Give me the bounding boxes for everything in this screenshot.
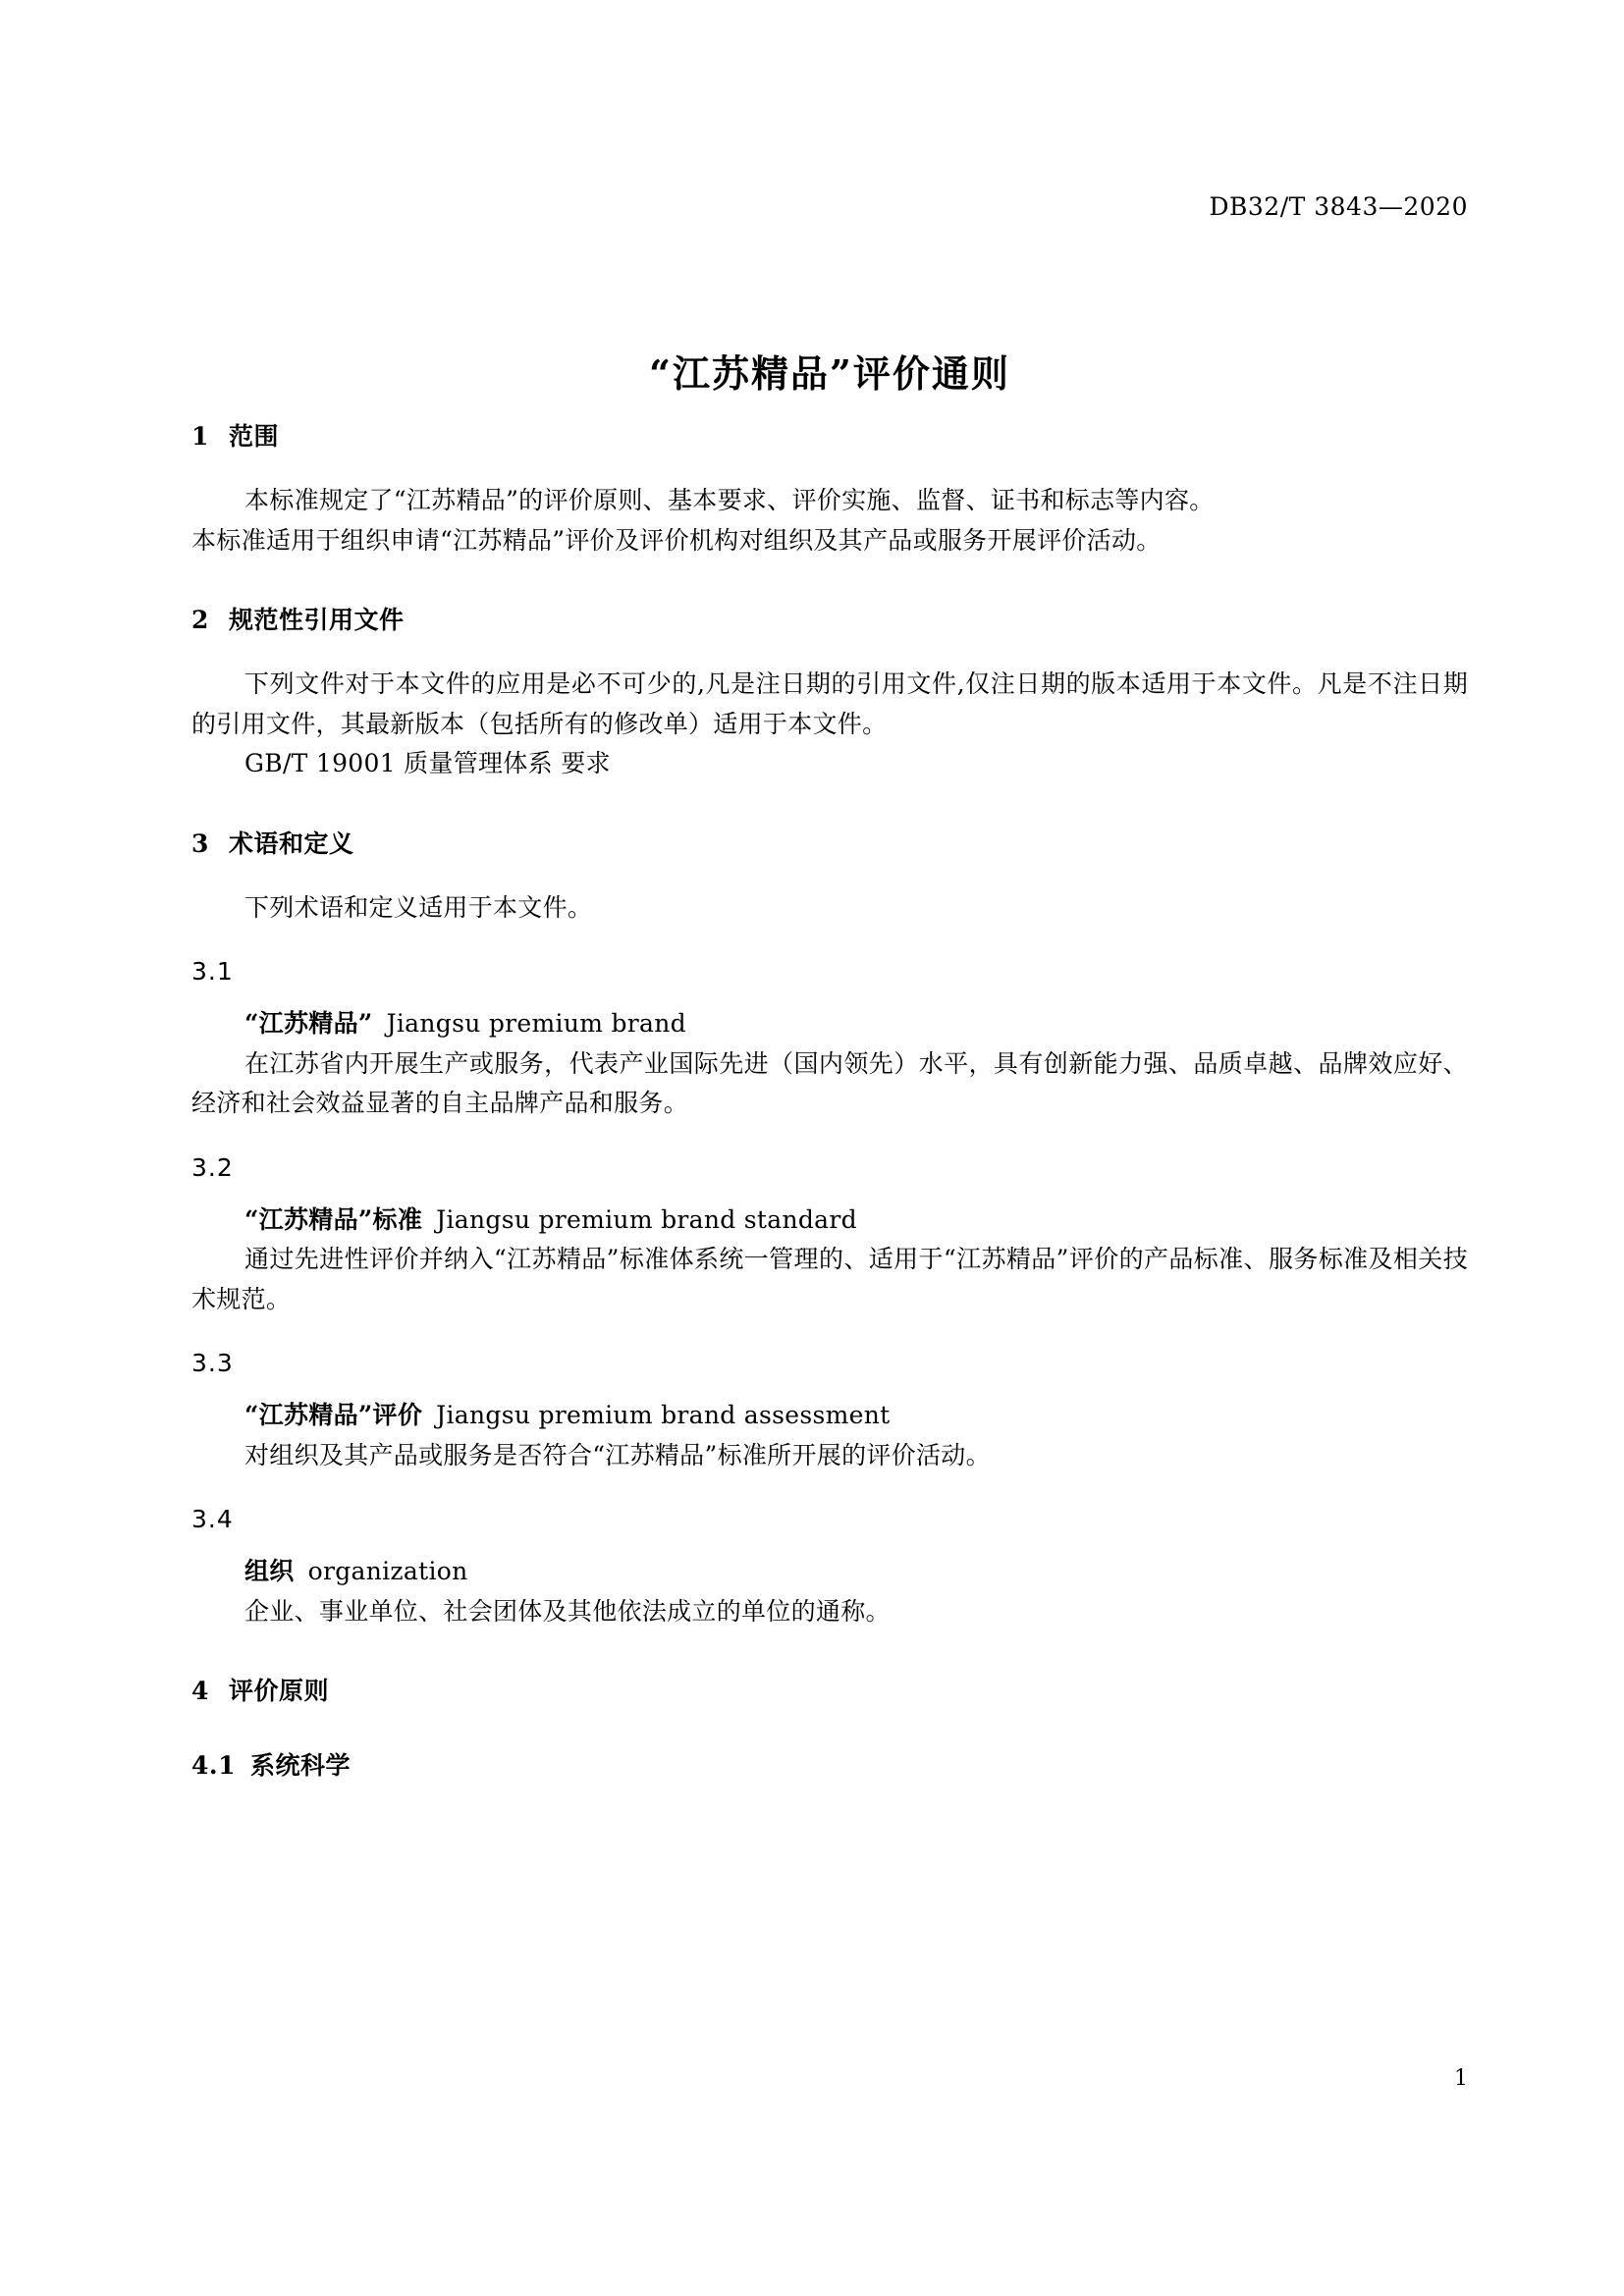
term-name-3-4 bbox=[191, 1552, 1468, 1592]
standard-code-header: DB32/T 3843—2020 bbox=[1209, 192, 1468, 221]
term-definition-3-2: 通过先进性评价并纳入“江苏精品”标准体系统一管理的、适用于“江苏精品”评价的产品标准、服务标准及相关技术规范。 bbox=[191, 1245, 1468, 1313]
section-1-paragraph-1: 本标准规定了“江苏精品”的评价原则、基本要求、评价实施、监督、证书和标志等内容。 bbox=[244, 486, 1215, 514]
section-number-3: 3 bbox=[191, 828, 209, 858]
term-number-3-1: 3.1 bbox=[191, 957, 234, 986]
term-name-3-3 bbox=[191, 1396, 1468, 1436]
term-en-3-1: Jiangsu premium brand bbox=[386, 1009, 686, 1038]
term-en-3-2: Jiangsu premium brand standard bbox=[436, 1204, 857, 1234]
section-2-reference-1: GB/T 19001 质量管理体系 要求 bbox=[244, 749, 611, 777]
term-cn-3-1: “江苏精品” bbox=[244, 1009, 373, 1038]
term-definition-3-3: 对组织及其产品或服务是否符合“江苏精品”标准所开展的评价活动。 bbox=[244, 1440, 991, 1469]
term-cn-3-2: “江苏精品”标准 bbox=[244, 1204, 423, 1234]
section-title-4: 评价原则 bbox=[229, 1677, 330, 1705]
section-heading-2 bbox=[191, 606, 1468, 635]
section-3-paragraph-1: 下列术语和定义适用于本文件。 bbox=[244, 892, 593, 922]
page-number: 1 bbox=[1454, 2066, 1468, 2091]
page-title: “江苏精品”评价通则 bbox=[649, 351, 1010, 397]
section-number-4-1: 4.1 bbox=[191, 1751, 236, 1780]
term-cn-3-3: “江苏精品”评价 bbox=[244, 1401, 423, 1429]
term-number-3-4: 3.4 bbox=[191, 1505, 234, 1533]
section-1-paragraph-2: 本标准适用于组织申请“江苏精品”评价及评价机构对组织及其产品或服务开展评价活动。 bbox=[191, 525, 1162, 555]
term-en-3-3: Jiangsu premium brand assessment bbox=[436, 1401, 891, 1429]
section-title-4-1: 系统科学 bbox=[250, 1751, 352, 1780]
term-number-3-3: 3.3 bbox=[191, 1349, 234, 1377]
term-number-3-2: 3.2 bbox=[191, 1152, 234, 1182]
term-cn-3-4: 组织 bbox=[244, 1557, 295, 1585]
section-heading-4-1 bbox=[191, 1751, 1468, 1781]
section-title-1: 范围 bbox=[229, 422, 280, 451]
section-number-4: 4 bbox=[191, 1677, 209, 1705]
section-heading-1 bbox=[191, 422, 1468, 452]
section-heading-4 bbox=[191, 1677, 1468, 1706]
section-2-paragraph-1: 下列文件对于本文件的应用是必不可少的,凡是注日期的引用文件,仅注日期的版本适用于本文件。凡是不注日期的引用文件，其最新版本（包括所有的修改单）适用于本文件。 bbox=[191, 669, 1468, 738]
term-definition-3-4: 企业、事业单位、社会团体及其他依法成立的单位的通称。 bbox=[244, 1596, 891, 1626]
section-number-1: 1 bbox=[191, 422, 209, 451]
section-title-3: 术语和定义 bbox=[229, 828, 354, 858]
section-title-2: 规范性引用文件 bbox=[229, 606, 405, 634]
term-name-3-1 bbox=[191, 1004, 1468, 1044]
document-body bbox=[191, 422, 1468, 1781]
section-heading-3 bbox=[191, 829, 1468, 859]
term-name-3-2 bbox=[191, 1201, 1468, 1241]
section-number-2: 2 bbox=[191, 606, 209, 634]
term-definition-3-1: 在江苏省内开展生产或服务，代表产业国际先进（国内领先）水平，具有创新能力强、品质卓越、品牌效应好、经济和社会效益显著的自主品牌产品和服务。 bbox=[191, 1048, 1468, 1117]
term-en-3-4: organization bbox=[307, 1557, 468, 1585]
